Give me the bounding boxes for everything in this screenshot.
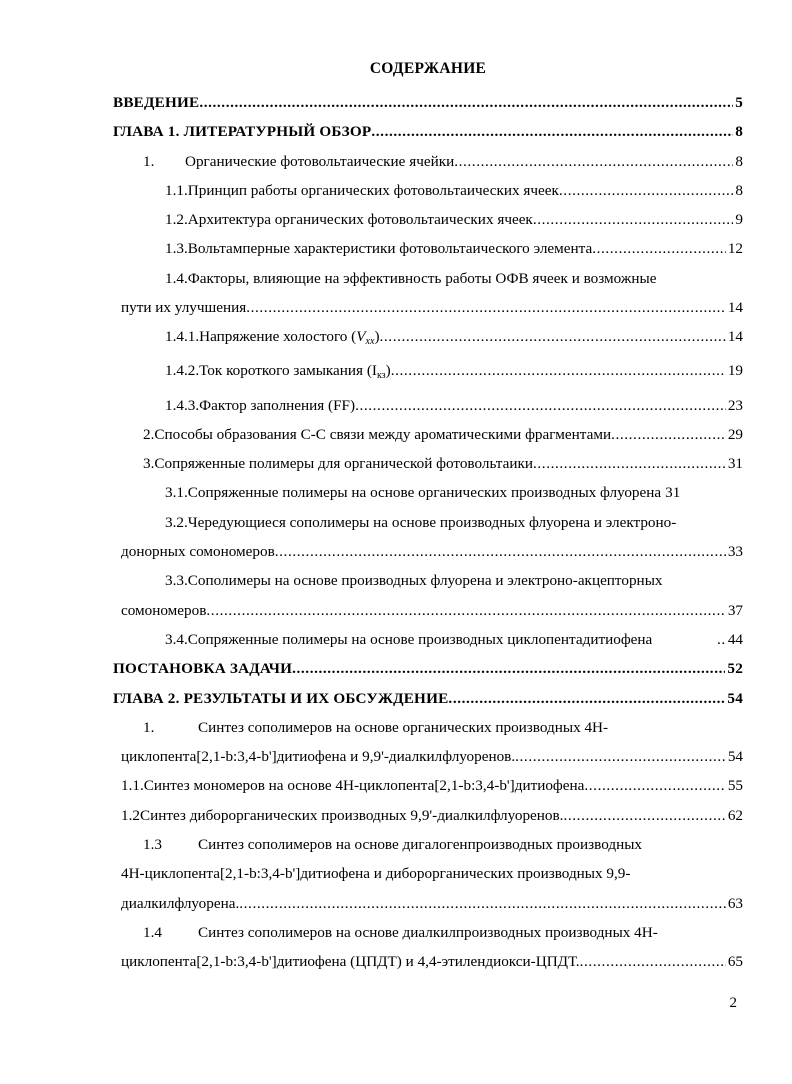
toc-entry-page: 8 xyxy=(735,181,743,199)
toc-entry-page: 31 xyxy=(665,484,681,502)
toc-entry-page: 62 xyxy=(727,806,743,824)
toc-entry-page: 29 xyxy=(727,425,743,443)
leader-dots xyxy=(559,176,734,205)
toc-entry-page: 37 xyxy=(727,601,743,619)
toc-entry-number: 1.4 xyxy=(143,923,162,941)
toc-entry-page: 23 xyxy=(727,396,743,414)
toc-entry[interactable] xyxy=(121,889,743,918)
leader-dots xyxy=(563,801,725,830)
toc-entry-number: 1.2 xyxy=(121,806,140,824)
toc-entry-label: ВВЕДЕНИЕ xyxy=(113,94,200,111)
toc-entry-label: циклопента[2,1-b:3,4-b']дитиофена (ЦПДТ) и 4,4-этилендиокси-ЦПДТ. xyxy=(121,953,580,971)
toc-entry-label: пути их улучшения xyxy=(121,299,247,317)
toc-entry-number: 1.1. xyxy=(121,777,144,795)
leader-dots xyxy=(380,322,726,351)
toc-entry-label: 2.Способы образования С-С связи между ароматическими фрагментами xyxy=(143,420,611,449)
table-of-contents xyxy=(113,88,743,977)
toc-entry[interactable] xyxy=(165,478,743,507)
toc-entry-number: 1.3. xyxy=(165,240,188,258)
toc-entry[interactable] xyxy=(165,356,743,390)
toc-entry[interactable] xyxy=(121,537,743,566)
toc-entry-label: Синтез сополимеров на основе дигалогенпроизводных производных xyxy=(198,836,642,854)
toc-entry-number: 1. xyxy=(143,152,155,170)
toc-entry-label: ГЛАВА 2. РЕЗУЛЬТАТЫ И ИХ ОБСУЖДЕНИЕ xyxy=(113,689,449,707)
toc-entry[interactable] xyxy=(165,234,743,263)
toc-entry[interactable] xyxy=(143,420,743,449)
toc-entry-label: 1.1.Синтез мономеров на основе 4Н-циклопента[2,1-b:3,4-b']дитиофена xyxy=(121,771,584,800)
toc-entry[interactable] xyxy=(121,801,743,830)
leader-dots xyxy=(246,293,726,322)
toc-entry-label: донорных сомономеров xyxy=(121,543,275,561)
toc-entry-line xyxy=(121,859,743,888)
toc-entry[interactable] xyxy=(113,684,743,713)
toc-entry-label: 1.4.3.Фактор заполнения (FF) xyxy=(165,391,355,420)
toc-entry-label: Синтез сополимеров на основе органических производных 4Н- xyxy=(198,718,609,736)
toc-entry-label: 4Н-циклопента[2,1-b:3,4-b']дитиофена и диборорганических производных 9,9- xyxy=(121,865,631,883)
toc-entry-number: 3.2. xyxy=(165,513,188,531)
toc-entry-page: 31 xyxy=(727,455,743,473)
leader-dots xyxy=(515,742,726,771)
toc-entry-line xyxy=(143,713,743,742)
toc-entry-label: 3.1.Сопряженные полимеры на основе органических производных флуорена xyxy=(165,478,661,507)
toc-entry-page: 33 xyxy=(727,543,743,561)
leader-dots xyxy=(371,117,733,146)
toc-entry-page: 12 xyxy=(727,240,743,258)
toc-entry-page: 14 xyxy=(727,299,743,317)
toc-entry-page: 65 xyxy=(727,953,743,971)
toc-entry[interactable] xyxy=(165,322,743,356)
toc-entry-page: 55 xyxy=(727,777,743,795)
leader-dots xyxy=(206,596,725,625)
toc-entry-label: 1.4.1.Напряжение холостого $(V_{хх})$ xyxy=(165,322,380,356)
leader-dots xyxy=(611,420,726,449)
toc-entry-label: диалкилфлуорена. xyxy=(121,894,240,912)
toc-entry-page: 8 xyxy=(735,152,743,170)
toc-entry[interactable] xyxy=(165,205,743,234)
toc-entry-line xyxy=(143,830,743,859)
toc-entry-label: 1.2.Архитектура органических фотовольтаических ячеек xyxy=(165,205,533,234)
toc-entry-number: 1.2. xyxy=(165,211,188,229)
leader-dots xyxy=(580,947,726,976)
toc-entry[interactable] xyxy=(165,625,743,654)
leader-dots xyxy=(448,684,725,713)
toc-entry-number: 1.4.2. xyxy=(165,362,200,380)
toc-entry-number: 1.4.3. xyxy=(165,396,200,414)
toc-entry-label: 1.4.2.Ток короткого замыкания $(I_{кз})$ xyxy=(165,356,391,390)
toc-entry-label: сомономеров xyxy=(121,601,207,619)
toc-entry-label: ПОСТАНОВКА ЗАДАЧИ xyxy=(113,660,293,678)
toc-entry-line xyxy=(165,566,743,595)
toc-entry-number: 1.3 xyxy=(143,836,162,854)
leader-dots xyxy=(533,449,726,478)
toc-entry-page: 19 xyxy=(727,362,743,380)
toc-entry[interactable] xyxy=(165,391,743,420)
toc-entry-label: Чередующиеся сополимеры на основе производных флуорена и электроно- xyxy=(187,513,677,531)
toc-entry-page: 54 xyxy=(727,689,743,707)
leader-dots xyxy=(239,889,726,918)
toc-entry-label: 3.4.Сопряженные полимеры на основе производных циклопентадитиофена xyxy=(165,625,652,654)
toc-entry-page: 5 xyxy=(735,94,743,111)
toc-entry-label: 1.3.Вольтамперные характеристики фотовольтаического элемента xyxy=(165,234,592,263)
leader-dots xyxy=(199,88,733,117)
toc-entry-page: 14 xyxy=(727,328,743,346)
toc-entry[interactable] xyxy=(121,771,743,800)
toc-entry[interactable] xyxy=(165,176,743,205)
toc-entry-number: 1.4.1. xyxy=(165,328,200,346)
toc-entry-line xyxy=(143,918,743,947)
toc-entry[interactable] xyxy=(143,449,743,478)
leader-dots xyxy=(355,391,726,420)
toc-entry-label: циклопента[2,1-b:3,4-b']дитиофена и 9,9'-диалкилфлуоренов. xyxy=(121,748,516,766)
toc-entry-page: 52 xyxy=(727,660,743,678)
toc-entry[interactable] xyxy=(121,293,743,322)
toc-entry-label: Сополимеры на основе производных флуорена и электроно-акцепторных xyxy=(187,572,663,590)
toc-entry-number: 1.1. xyxy=(165,181,188,199)
toc-entry-label: 1.2Синтез диборорганических производных 9,9'-диалкилфлуоренов. xyxy=(121,801,563,830)
toc-entry-number: 2. xyxy=(143,425,155,443)
toc-entry-page: 54 xyxy=(727,748,743,766)
leader-dots xyxy=(391,356,726,385)
leader-dots xyxy=(292,654,725,683)
leader-dots xyxy=(533,205,734,234)
toc-entry-label: 1. Органические фотовольтаические ячейки xyxy=(143,147,454,176)
leader-dots xyxy=(275,537,726,566)
toc-entry-number: 1.4. xyxy=(165,269,188,287)
toc-entry[interactable] xyxy=(121,947,743,976)
toc-entry-label: Синтез сополимеров на основе диалкилпроизводных производных 4Н- xyxy=(198,923,658,941)
toc-entry[interactable] xyxy=(143,147,743,176)
toc-entry-page: 8 xyxy=(735,123,743,141)
toc-entry-page: 63 xyxy=(727,894,743,912)
footer-page-number: 2 xyxy=(729,995,737,1011)
leader-dots xyxy=(584,771,725,800)
toc-entry-label: 1.1.Принцип работы органических фотовольтаических ячеек xyxy=(165,176,559,205)
toc-entry-number: 3.1. xyxy=(165,484,188,502)
leader-dots xyxy=(717,625,726,654)
leader-dots xyxy=(454,147,733,176)
toc-entry-page: 9 xyxy=(735,211,743,229)
toc-entry[interactable] xyxy=(121,742,743,771)
toc-entry-number: 3.4. xyxy=(165,630,188,648)
leader-dots xyxy=(592,234,726,263)
page-title: СОДЕРЖАНИЕ xyxy=(369,60,487,77)
toc-entry-number: 1. xyxy=(143,718,155,736)
toc-entry[interactable] xyxy=(113,88,743,117)
toc-entry[interactable] xyxy=(113,117,743,146)
toc-entry[interactable] xyxy=(113,654,743,683)
toc-entry-label: Факторы, влияющие на эффективность работы ОФВ ячеек и возможные xyxy=(187,269,657,287)
toc-entry-page: 44 xyxy=(727,630,743,648)
toc-entry-line xyxy=(165,264,743,293)
toc-entry-number: 3.3. xyxy=(165,572,188,590)
toc-entry-label: ГЛАВА 1. ЛИТЕРАТУРНЫЙ ОБЗОР xyxy=(113,123,372,141)
toc-entry-label: 3.Сопряженные полимеры для органической фотовольтаики xyxy=(143,449,533,478)
toc-entry-line xyxy=(165,508,743,537)
toc-entry[interactable] xyxy=(121,596,743,625)
toc-entry-number: 3. xyxy=(143,455,155,473)
